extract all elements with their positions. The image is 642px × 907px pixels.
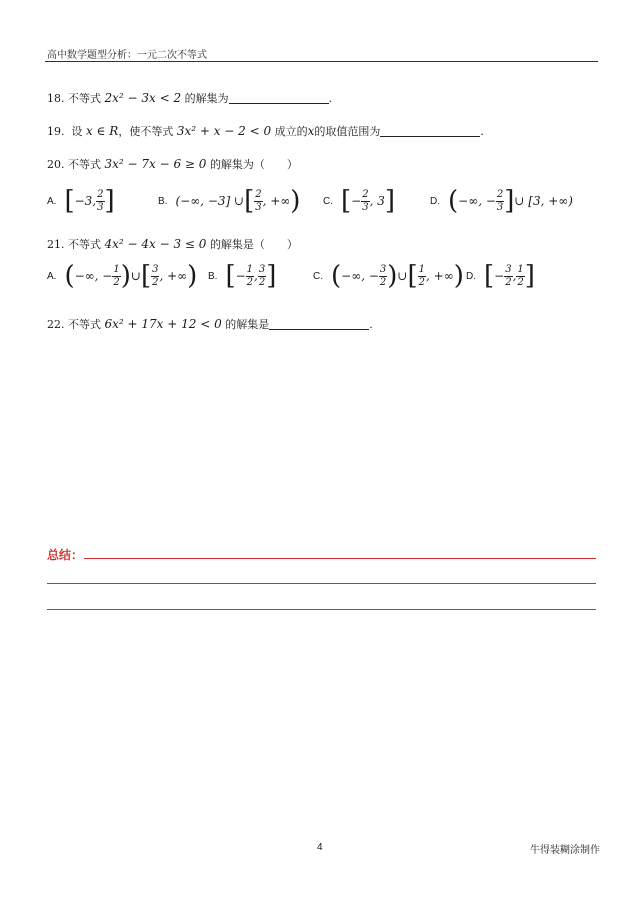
option-21-d[interactable]: D. [− $\frac{3}{2}$ , $\frac{1}{2}$ ] <box>466 261 535 291</box>
frac-numerator: 1 <box>517 263 524 275</box>
frac-denominator: 2 <box>418 276 426 288</box>
option-20-d[interactable]: D. (−∞, − $\frac{2}{3}$ ]∪ [3, +∞) <box>430 186 573 216</box>
question-tail: . <box>369 318 373 331</box>
frac-numerator: 1 <box>418 263 426 275</box>
frac-denominator: 3 <box>496 201 504 213</box>
option-text: −∞, − <box>458 194 496 208</box>
frac-denominator: 3 <box>362 201 369 213</box>
frac-numerator: 3 <box>379 263 387 275</box>
option-text: −∞, − <box>74 269 113 283</box>
question-text: 的取值范围为 <box>314 125 381 138</box>
option-text: , <box>512 269 517 283</box>
option-label: A. <box>47 195 57 207</box>
option-20-a[interactable]: A. [−3, $\frac{2}{3}$ ] <box>47 186 115 216</box>
question-expression: 3x² − 7x − 6 ≥ 0 <box>104 157 207 171</box>
question-18 <box>47 90 332 106</box>
question-expression: 4x² − 4x − 3 ≤ 0 <box>104 237 207 251</box>
question-expression: x ∈ R <box>86 124 119 138</box>
option-21-a[interactable]: A. (−∞, − $\frac{1}{2}$ )∪[ $\frac{3}{2}$ , +∞) <box>47 261 198 291</box>
question-text: ，使不等式 <box>118 125 174 138</box>
page-header-title: 高中数学题型分析：一元二次不等式 <box>47 50 207 61</box>
option-text: − <box>494 269 505 283</box>
frac-denominator: 2 <box>517 276 524 288</box>
option-text: , +∞ <box>159 269 188 283</box>
option-label: C. <box>313 270 323 282</box>
page-number: 4 <box>317 842 323 853</box>
option-label: C. <box>323 195 333 207</box>
frac-numerator: 1 <box>113 263 120 275</box>
frac-denominator: 2 <box>505 276 512 288</box>
option-label: D. <box>430 195 440 207</box>
header-divider <box>45 61 598 62</box>
frac-numerator: 2 <box>362 188 369 200</box>
option-21-c[interactable]: C. (−∞, − $\frac{3}{2}$ )∪[ $\frac{1}{2}$ , +∞) <box>313 261 464 291</box>
option-label: A. <box>47 270 57 282</box>
summary-line[interactable] <box>84 558 596 559</box>
option-text: − <box>351 194 362 208</box>
frac-numerator: 3 <box>258 263 266 275</box>
option-text: − <box>235 269 246 283</box>
question-text: 的解集为 <box>184 92 229 105</box>
question-21 <box>47 236 298 252</box>
frac-denominator: 2 <box>258 276 266 288</box>
answer-blank[interactable] <box>229 91 329 104</box>
frac-numerator: 2 <box>97 188 104 200</box>
frac-numerator: 2 <box>496 188 504 200</box>
option-text: ∪ [3, +∞) <box>514 194 573 208</box>
frac-numerator: 2 <box>255 188 262 200</box>
question-expression: 3x² + x − 2 < 0 <box>176 124 272 138</box>
option-label: B. <box>158 195 168 207</box>
question-text: 的解集为（ ） <box>209 158 298 171</box>
question-text: 设 <box>71 125 83 138</box>
option-text: ∪ <box>130 269 141 283</box>
question-number: 21. <box>47 238 65 251</box>
question-text: 不等式 <box>68 318 101 331</box>
question-variable: x <box>307 124 315 138</box>
option-label: D. <box>466 270 476 282</box>
frac-denominator: 2 <box>379 276 387 288</box>
question-expression: 2x² − 3x < 2 <box>104 91 182 105</box>
frac-denominator: 2 <box>113 276 120 288</box>
option-text: , <box>254 269 258 283</box>
question-number: 18. <box>47 92 65 105</box>
question-text: 不等式 <box>68 238 101 251</box>
question-text: 成立的 <box>274 125 308 138</box>
question-number: 22. <box>47 318 65 331</box>
option-text: −∞, − <box>341 269 379 283</box>
option-text: (−∞, −3] ∪ <box>175 194 245 208</box>
question-number: 20. <box>47 158 65 171</box>
option-20-b[interactable]: B. (−∞, −3] ∪[ $\frac{2}{3}$ , +∞) <box>158 186 301 216</box>
question-text: 不等式 <box>68 158 101 171</box>
question-19 <box>47 123 484 139</box>
option-text: , +∞ <box>262 194 291 208</box>
question-tail: . <box>328 92 333 105</box>
frac-denominator: 3 <box>97 201 104 213</box>
summary-label: 总结： <box>47 548 84 562</box>
option-text: , +∞ <box>426 269 454 283</box>
summary-line[interactable] <box>47 583 596 584</box>
question-text: 的解集是（ ） <box>209 238 298 251</box>
question-expression: 6x² + 17x + 12 < 0 <box>104 317 222 331</box>
frac-numerator: 3 <box>152 263 159 275</box>
answer-blank[interactable] <box>380 124 480 137</box>
question-22 <box>47 316 373 332</box>
question-number: 19. <box>47 125 65 138</box>
question-tail: . <box>480 125 484 138</box>
question-text: 不等式 <box>68 92 101 105</box>
option-label: B. <box>208 270 218 282</box>
frac-numerator: 1 <box>246 263 254 275</box>
frac-numerator: 3 <box>505 263 512 275</box>
option-20-c[interactable]: C. [− $\frac{2}{3}$ , 3] <box>323 186 396 216</box>
question-20 <box>47 156 298 172</box>
summary-line[interactable] <box>47 609 596 610</box>
option-21-b[interactable]: B. [− $\frac{1}{2}$ , $\frac{3}{2}$ ] <box>208 261 277 291</box>
frac-denominator: 3 <box>255 201 262 213</box>
option-text: , 3 <box>369 194 385 208</box>
frac-denominator: 2 <box>246 276 254 288</box>
answer-blank[interactable] <box>269 317 369 330</box>
question-text: 的解集是 <box>225 318 270 331</box>
option-text: −3, <box>74 194 97 208</box>
footer-credit: 牛得装糊涂制作 <box>530 845 600 856</box>
option-text: ∪ <box>397 269 408 283</box>
frac-denominator: 2 <box>152 276 159 288</box>
